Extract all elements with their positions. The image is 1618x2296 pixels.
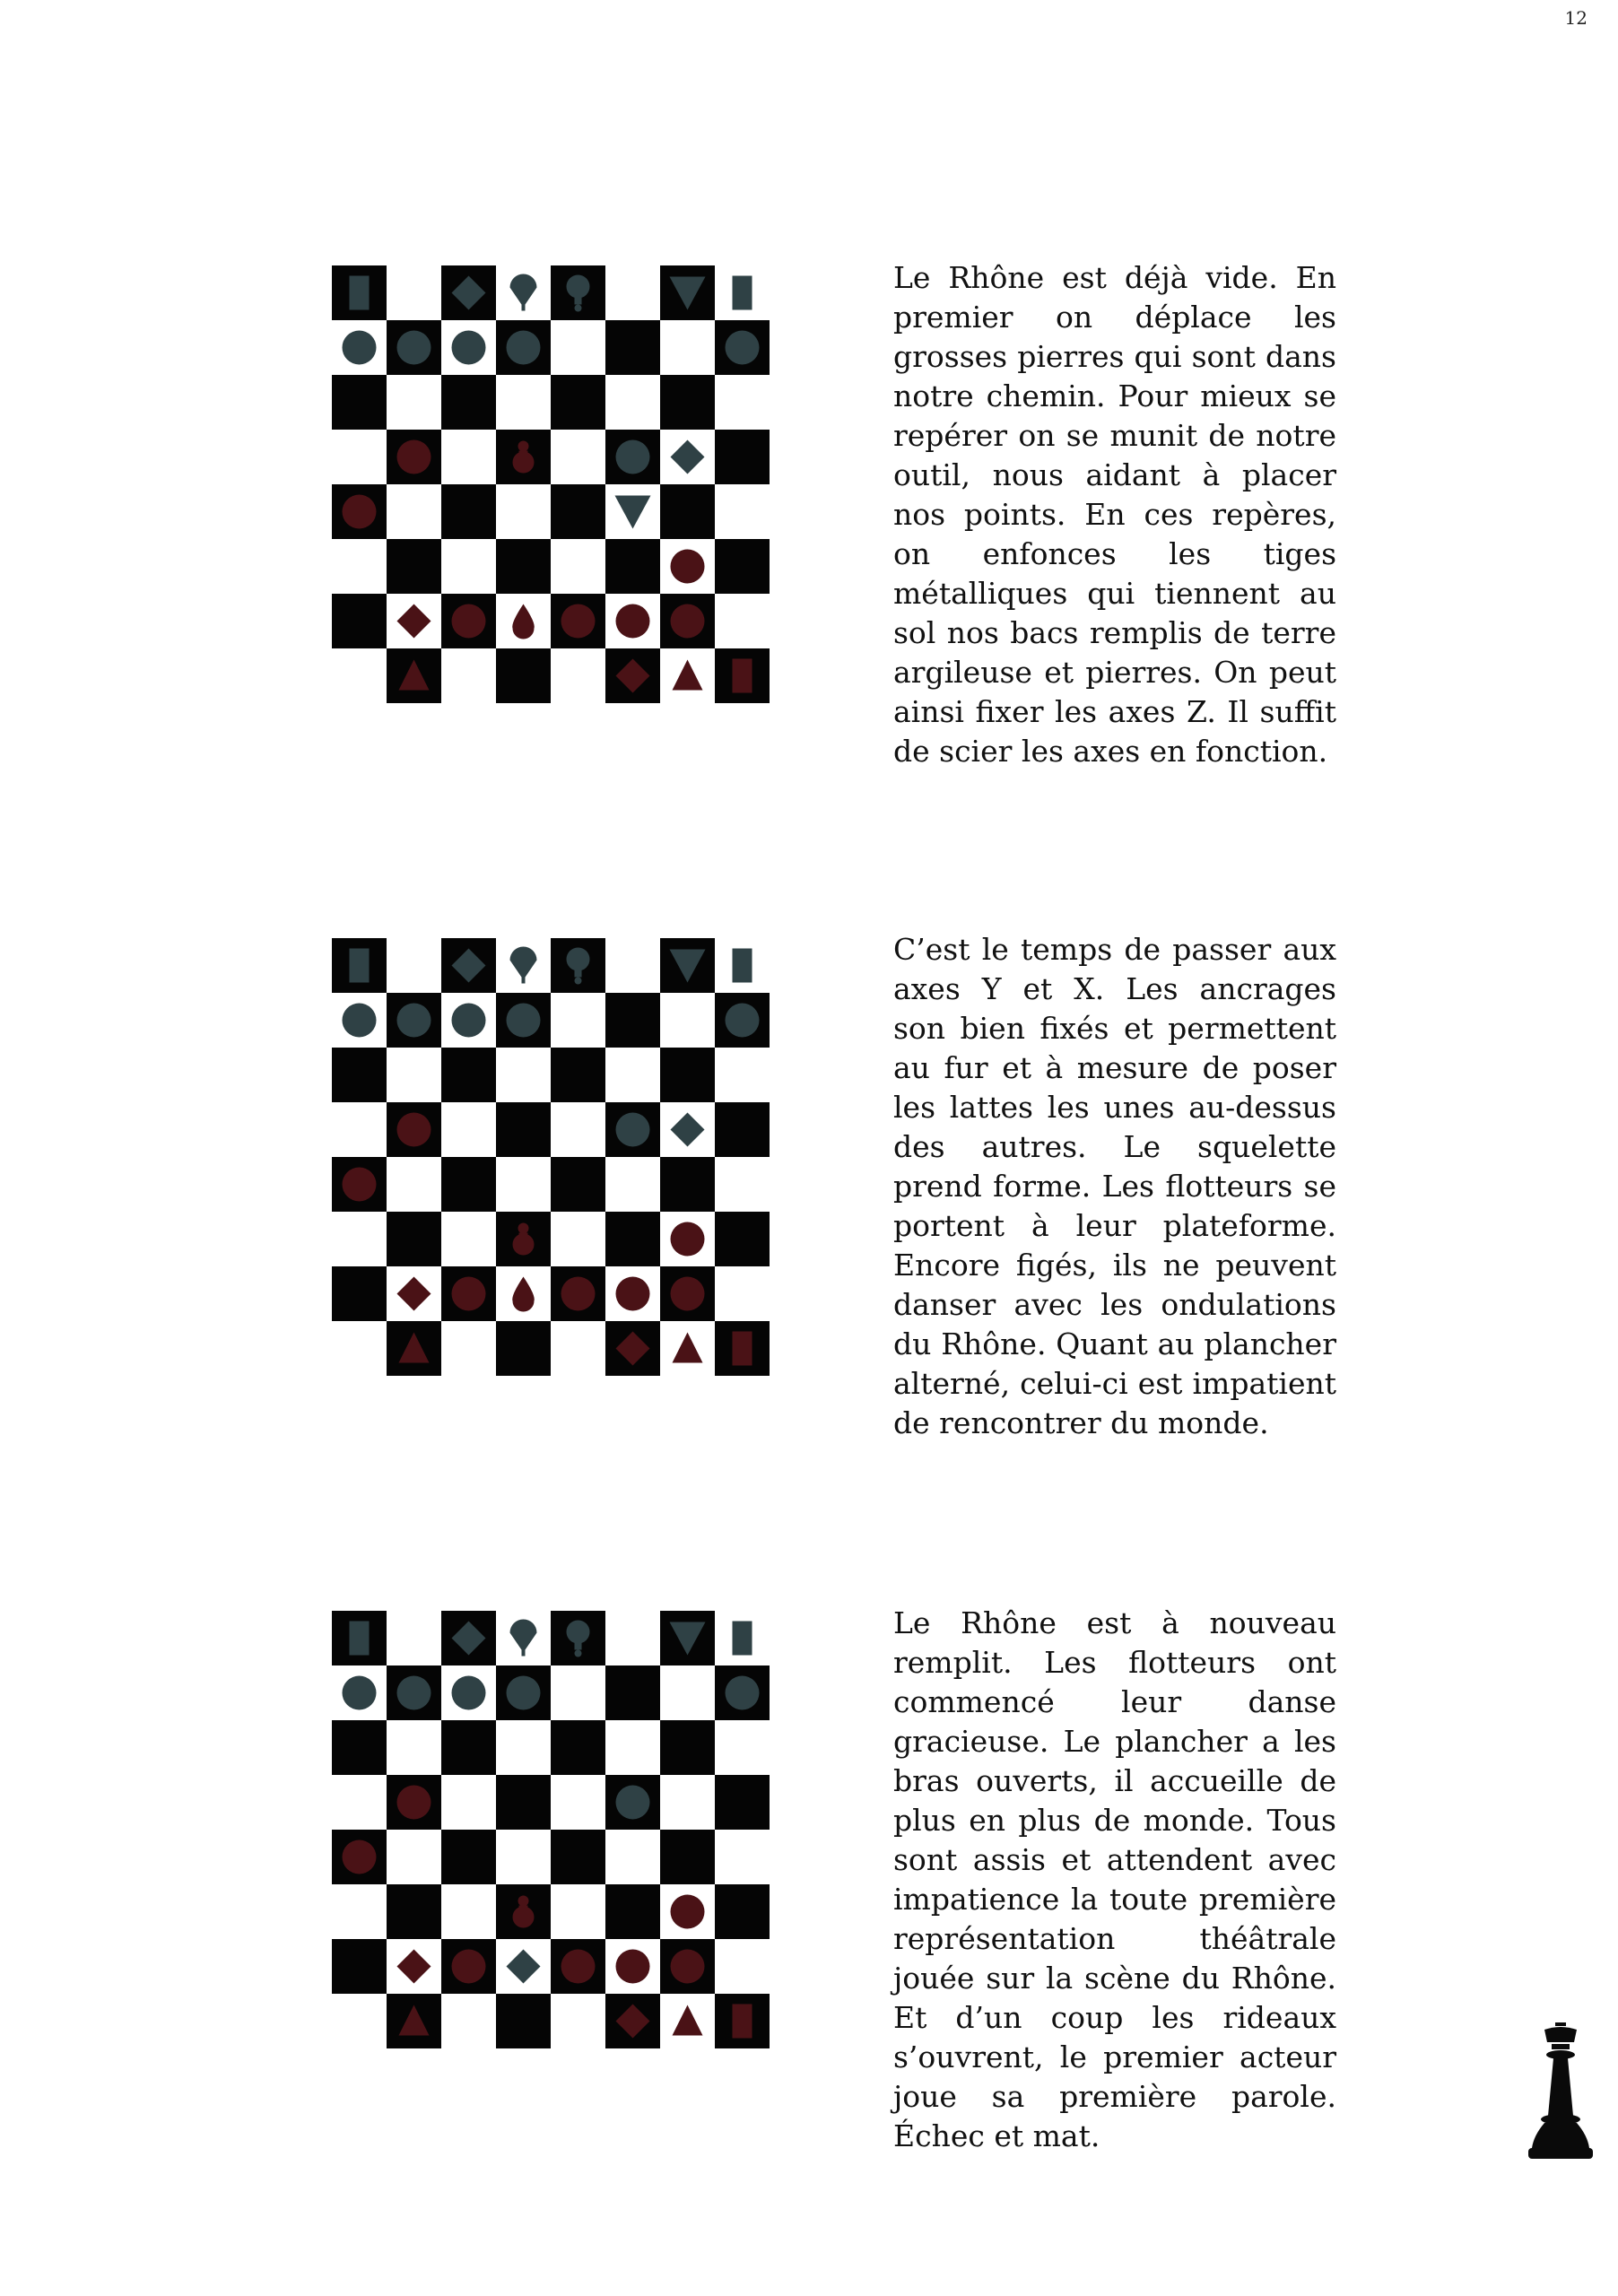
paragraph-2-text: C’est le temps de passer aux axes Y et X. Les ancrages son bien fixés et permettent au fur et à mesure de poser les lattes les unes au-dessus des autres. Le squelette prend forme. Les flotteurs se portent à leur plateforme. Encore figés, ils ne peuvent danser avec les ondulations du Rhône. Quant au plancher alterné, celui-ci est impatient de rencontrer du monde. — [893, 932, 1336, 1440]
piece-rect-icon — [350, 276, 370, 310]
board-square — [496, 1994, 551, 2048]
piece-rect-icon — [733, 1622, 752, 1656]
piece-circle-icon — [726, 1676, 760, 1710]
piece-circle-icon — [397, 1113, 431, 1147]
chessboard-1 — [332, 265, 770, 703]
board-square — [332, 1048, 387, 1102]
board-square — [605, 320, 660, 375]
board-square — [551, 1102, 605, 1157]
board-square — [332, 1720, 387, 1775]
board-square — [441, 1720, 496, 1775]
piece-rect-icon — [733, 659, 752, 693]
board-square — [551, 1212, 605, 1266]
board-square — [387, 265, 441, 320]
piece-circle-icon — [671, 550, 705, 584]
board-square — [551, 1830, 605, 1884]
board-square — [660, 1775, 715, 1830]
piece-circle-icon — [343, 1168, 377, 1202]
board-square — [605, 265, 660, 320]
board-square — [332, 1266, 387, 1321]
piece-circle-icon — [671, 604, 705, 639]
piece-circle-icon — [452, 604, 486, 639]
board-square — [332, 1321, 387, 1376]
board-square — [332, 1939, 387, 1994]
board-square — [715, 594, 770, 648]
board-square — [551, 1665, 605, 1720]
board-square — [605, 1611, 660, 1665]
board-square — [496, 484, 551, 539]
board-square — [332, 1884, 387, 1939]
piece-circle-icon — [671, 1222, 705, 1257]
piece-circle-icon — [452, 331, 486, 365]
board-square — [387, 375, 441, 430]
board-square — [715, 1720, 770, 1775]
board-square — [441, 1157, 496, 1212]
board-square — [332, 1775, 387, 1830]
paragraph-2 — [893, 930, 1336, 1443]
piece-circle-icon — [561, 604, 596, 639]
chessboard-3 — [332, 1611, 770, 2048]
board-square — [332, 648, 387, 703]
board-square — [605, 375, 660, 430]
board-square — [551, 484, 605, 539]
board-square — [496, 1048, 551, 1102]
board-square — [441, 1212, 496, 1266]
board-square — [660, 1157, 715, 1212]
board-square — [551, 993, 605, 1048]
piece-circle-icon — [452, 1950, 486, 1984]
board-square — [551, 1775, 605, 1830]
piece-circle-icon — [561, 1950, 596, 1984]
piece-circle-icon — [616, 1786, 650, 1820]
board-square — [715, 1157, 770, 1212]
board-square — [551, 430, 605, 484]
board-square — [387, 1212, 441, 1266]
board-square — [387, 1157, 441, 1212]
piece-rect-icon — [733, 2005, 752, 2039]
board-square — [332, 1102, 387, 1157]
piece-circle-icon — [616, 1113, 650, 1147]
board-square — [551, 1157, 605, 1212]
board-square — [605, 1048, 660, 1102]
board-square — [496, 1775, 551, 1830]
board-square — [715, 1884, 770, 1939]
paragraph-3-text: Le Rhône est à nouveau remplit. Les flotteurs ont commencé leur danse gracieuse. Le plancher a les bras ouverts, il accueille de plus en plus de monde. Tous sont assis et attendent avec impatience la toute première représentation théâtrale jouée sur la scène du Rhône. Et d’un coup les rideaux s’ouvrent, le premier acteur joue sa première parole. Échec et mat. — [893, 1605, 1336, 2153]
board-square — [660, 484, 715, 539]
board-square — [441, 1775, 496, 1830]
board-square — [715, 375, 770, 430]
board-square — [496, 1830, 551, 1884]
piece-circle-icon — [671, 1277, 705, 1311]
piece-rect-icon — [350, 1622, 370, 1656]
chessboard-2-svg — [332, 938, 770, 1376]
piece-rect-icon — [350, 949, 370, 983]
board-square — [715, 430, 770, 484]
piece-circle-icon — [397, 440, 431, 474]
board-square — [605, 539, 660, 594]
piece-circle-icon — [507, 1004, 541, 1038]
board-square — [715, 1266, 770, 1321]
chessboard-3-svg — [332, 1611, 770, 2048]
board-square — [605, 1157, 660, 1212]
board-square — [715, 1212, 770, 1266]
board-square — [551, 375, 605, 430]
piece-circle-icon — [726, 1004, 760, 1038]
piece-circle-icon — [616, 1950, 650, 1984]
board-square — [496, 375, 551, 430]
piece-rect-icon — [733, 949, 752, 983]
board-square — [441, 1048, 496, 1102]
board-square — [551, 648, 605, 703]
board-square — [551, 1994, 605, 2048]
piece-circle-icon — [616, 1277, 650, 1311]
board-square — [551, 1048, 605, 1102]
board-square — [332, 539, 387, 594]
piece-circle-icon — [397, 1676, 431, 1710]
board-square — [605, 1720, 660, 1775]
paragraph-3 — [893, 1604, 1336, 2156]
board-square — [387, 938, 441, 993]
board-square — [387, 1720, 441, 1775]
piece-circle-icon — [616, 440, 650, 474]
board-square — [496, 648, 551, 703]
piece-rect-icon — [733, 1332, 752, 1366]
chessboard-2 — [332, 938, 770, 1376]
board-square — [441, 1994, 496, 2048]
piece-circle-icon — [397, 331, 431, 365]
board-square — [387, 1884, 441, 1939]
board-square — [441, 375, 496, 430]
board-square — [496, 1321, 551, 1376]
board-square — [605, 938, 660, 993]
board-square — [496, 1157, 551, 1212]
piece-circle-icon — [343, 331, 377, 365]
piece-circle-icon — [726, 331, 760, 365]
board-square — [715, 1939, 770, 1994]
chess-king-icon — [1525, 2022, 1596, 2166]
paragraph-1 — [893, 258, 1336, 771]
board-square — [660, 993, 715, 1048]
board-square — [551, 320, 605, 375]
board-square — [605, 1830, 660, 1884]
board-square — [332, 1212, 387, 1266]
board-square — [715, 539, 770, 594]
board-square — [441, 1830, 496, 1884]
board-square — [332, 430, 387, 484]
piece-rect-icon — [733, 276, 752, 310]
piece-circle-icon — [397, 1786, 431, 1820]
piece-circle-icon — [507, 1676, 541, 1710]
chessboard-1-svg — [332, 265, 770, 703]
board-square — [332, 1994, 387, 2048]
piece-circle-icon — [452, 1277, 486, 1311]
board-square — [441, 539, 496, 594]
piece-circle-icon — [561, 1277, 596, 1311]
board-square — [715, 1102, 770, 1157]
board-square — [551, 1884, 605, 1939]
board-square — [715, 1048, 770, 1102]
piece-circle-icon — [343, 1004, 377, 1038]
board-square — [387, 539, 441, 594]
piece-circle-icon — [343, 1840, 377, 1874]
piece-circle-icon — [343, 495, 377, 529]
piece-circle-icon — [452, 1676, 486, 1710]
board-square — [441, 1102, 496, 1157]
board-square — [441, 648, 496, 703]
board-square — [441, 1884, 496, 1939]
board-square — [605, 1884, 660, 1939]
paragraph-1-text: Le Rhône est déjà vide. En premier on déplace les grosses pierres qui sont dans notre chemin. Pour mieux se repérer on se munit de notre outil, nous aidant à placer nos points. En ces repères, on enfonces les tiges métalliques qui tiennent au sol nos bacs remplis de terre argileuse et pierres. On peut ainsi fixer les axes Z. Il suffit de scier les axes en fonction. — [893, 260, 1336, 769]
board-square — [441, 1321, 496, 1376]
board-square — [551, 1720, 605, 1775]
board-square — [387, 484, 441, 539]
board-square — [551, 1321, 605, 1376]
board-square — [387, 1830, 441, 1884]
board-square — [605, 1665, 660, 1720]
board-square — [660, 1830, 715, 1884]
piece-circle-icon — [616, 604, 650, 639]
board-square — [496, 1720, 551, 1775]
board-square — [715, 1830, 770, 1884]
board-square — [715, 1775, 770, 1830]
board-square — [496, 539, 551, 594]
board-square — [660, 320, 715, 375]
piece-circle-icon — [671, 1895, 705, 1929]
board-square — [605, 993, 660, 1048]
board-square — [660, 1048, 715, 1102]
board-square — [332, 375, 387, 430]
piece-circle-icon — [507, 331, 541, 365]
piece-circle-icon — [397, 1004, 431, 1038]
board-square — [332, 594, 387, 648]
board-square — [605, 1212, 660, 1266]
piece-circle-icon — [671, 1950, 705, 1984]
board-square — [387, 1048, 441, 1102]
board-square — [715, 484, 770, 539]
page-number: 12 — [1564, 7, 1588, 29]
board-square — [441, 430, 496, 484]
board-square — [660, 1665, 715, 1720]
board-square — [660, 1720, 715, 1775]
piece-circle-icon — [452, 1004, 486, 1038]
board-square — [387, 1611, 441, 1665]
piece-circle-icon — [343, 1676, 377, 1710]
board-square — [551, 539, 605, 594]
board-square — [441, 484, 496, 539]
board-square — [496, 1102, 551, 1157]
board-square — [660, 375, 715, 430]
